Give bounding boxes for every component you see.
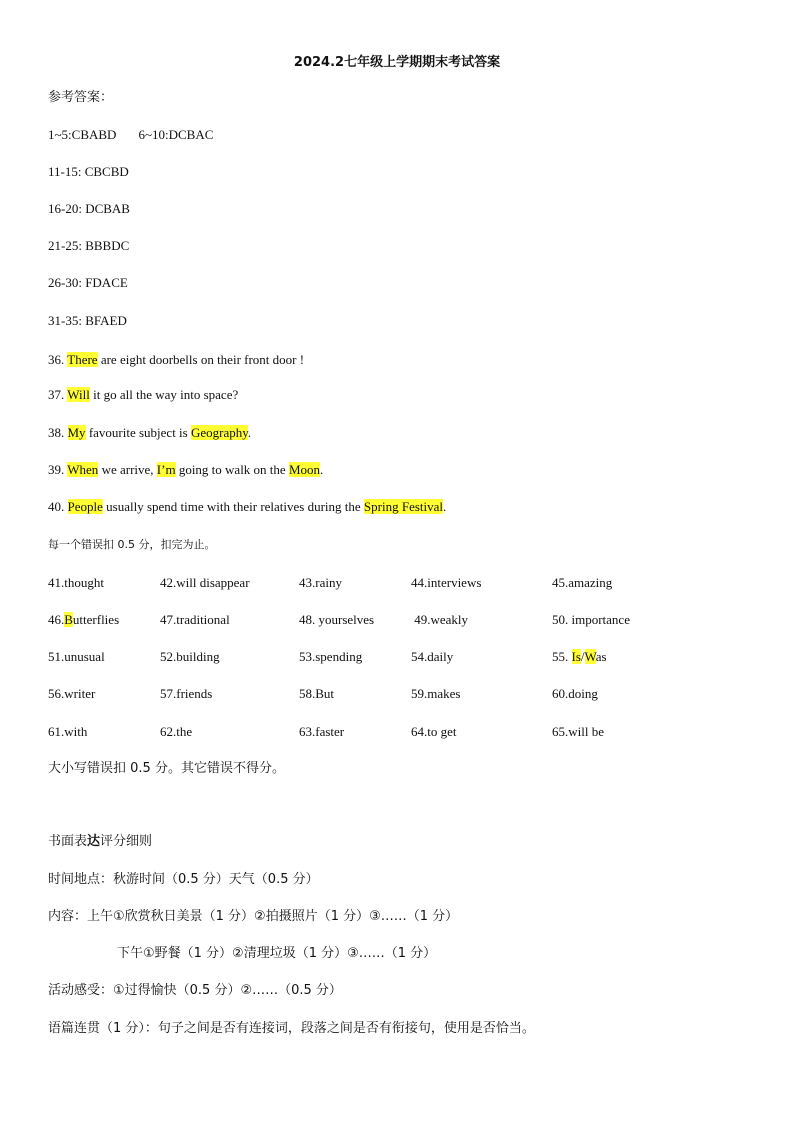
- answer-44: 44.interviews: [411, 575, 482, 590]
- highlight: I’m: [156, 462, 176, 477]
- answer-49: 49.weakly: [411, 612, 469, 627]
- answer-47: 47.traditional: [160, 612, 230, 627]
- answer-51: 51.unusual: [48, 649, 105, 664]
- answer-57: 57.friends: [160, 686, 213, 701]
- highlight: Moon: [288, 462, 321, 477]
- highlight: My: [67, 425, 86, 440]
- answer-43: 43.rainy: [299, 575, 342, 590]
- highlight: Is: [571, 649, 581, 664]
- answer-50: 50. importance: [552, 612, 630, 627]
- answer-52: 52.building: [160, 649, 220, 664]
- highlight: People: [67, 499, 103, 514]
- answer-39: 39. When we arrive, I’m going to walk on the Moon.: [48, 462, 324, 477]
- mc-answers-1-10: [48, 126, 213, 144]
- mc-answers-26-30: 26-30: FDACE: [48, 275, 128, 290]
- highlight: There: [67, 352, 98, 367]
- answer-37: 37. Will it go all the way into space?: [48, 387, 239, 402]
- answer-61: 61.with: [48, 724, 88, 739]
- answer-65: 65.will be: [552, 724, 604, 739]
- answer-63: 63.faster: [299, 724, 345, 739]
- answer-56: 56.writer: [48, 686, 96, 701]
- mc-1-5: 1~5:CBABD: [48, 127, 117, 142]
- answer-54: 54.daily: [411, 649, 454, 664]
- rubric-feeling: 活动感受：①过得愉快（0.5 分）②……（0.5 分）: [48, 983, 342, 998]
- deduction-note: 每一个错误扣 0.5 分，扣完为止。: [48, 538, 216, 551]
- mc-answers-21-25: 21-25: BBBDC: [48, 238, 130, 253]
- answer-46: 46.Butterflies: [48, 612, 120, 627]
- answer-53: 53.spending: [299, 649, 363, 664]
- writing-rubric-heading: 书面表达评分细则: [48, 834, 153, 849]
- answer-48: 48. yourselves: [299, 612, 375, 627]
- answer-62: 62.the: [160, 724, 193, 739]
- highlight: B: [64, 612, 73, 627]
- answer-45: 45.amazing: [552, 575, 613, 590]
- rubric-time-place: 时间地点：秋游时间（0.5 分）天气（0.5 分）: [48, 872, 319, 887]
- answer-59: 59.makes: [411, 686, 461, 701]
- mc-6-10: 6~10:DCBAC: [138, 127, 214, 142]
- answer-41: 41.thought: [48, 575, 104, 590]
- reference-answers-label: 参考答案：: [48, 90, 114, 105]
- highlight: Geography: [190, 425, 248, 440]
- highlight: Will: [67, 387, 90, 402]
- answer-38: 38. My favourite subject is Geography.: [48, 425, 252, 440]
- rubric-content-afternoon: 下午①野餐（1 分）②清理垃圾（1 分）③……（1 分）: [117, 946, 437, 961]
- highlight: W: [584, 649, 596, 664]
- mc-answers-31-35: 31-35: BFAED: [48, 313, 127, 328]
- page-title: 2024.2七年级上学期期末考试答案: [293, 55, 501, 70]
- answer-64: 64.to get: [411, 724, 457, 739]
- rubric-content-morning: 内容：上午①欣赏秋日美景（1 分）②拍摄照片（1 分）③……（1 分）: [48, 909, 459, 924]
- rubric-coherence: 语篇连贯（1 分）：句子之间是否有连接词，段落之间是否有衔接句，使用是否恰当。: [48, 1021, 535, 1036]
- answer-58: 58.But: [299, 686, 335, 701]
- highlight: Spring Festival: [363, 499, 444, 514]
- answer-42: 42.will disappear: [160, 575, 250, 590]
- answer-40: 40. People usually spend time with their relatives during the Spring Festival.: [48, 499, 447, 514]
- highlight: When: [67, 462, 99, 477]
- mc-answers-16-20: 16-20: DCBAB: [48, 201, 130, 216]
- case-error-note: 大小写错误扣 0.5 分。其它错误不得分。: [48, 761, 285, 776]
- mc-answers-11-15: 11-15: CBCBD: [48, 164, 129, 179]
- answer-55: 55. Is/Was: [552, 649, 607, 664]
- answer-60: 60.doing: [552, 686, 598, 701]
- answer-36: 36. There are eight doorbells on their front door !: [48, 352, 305, 367]
